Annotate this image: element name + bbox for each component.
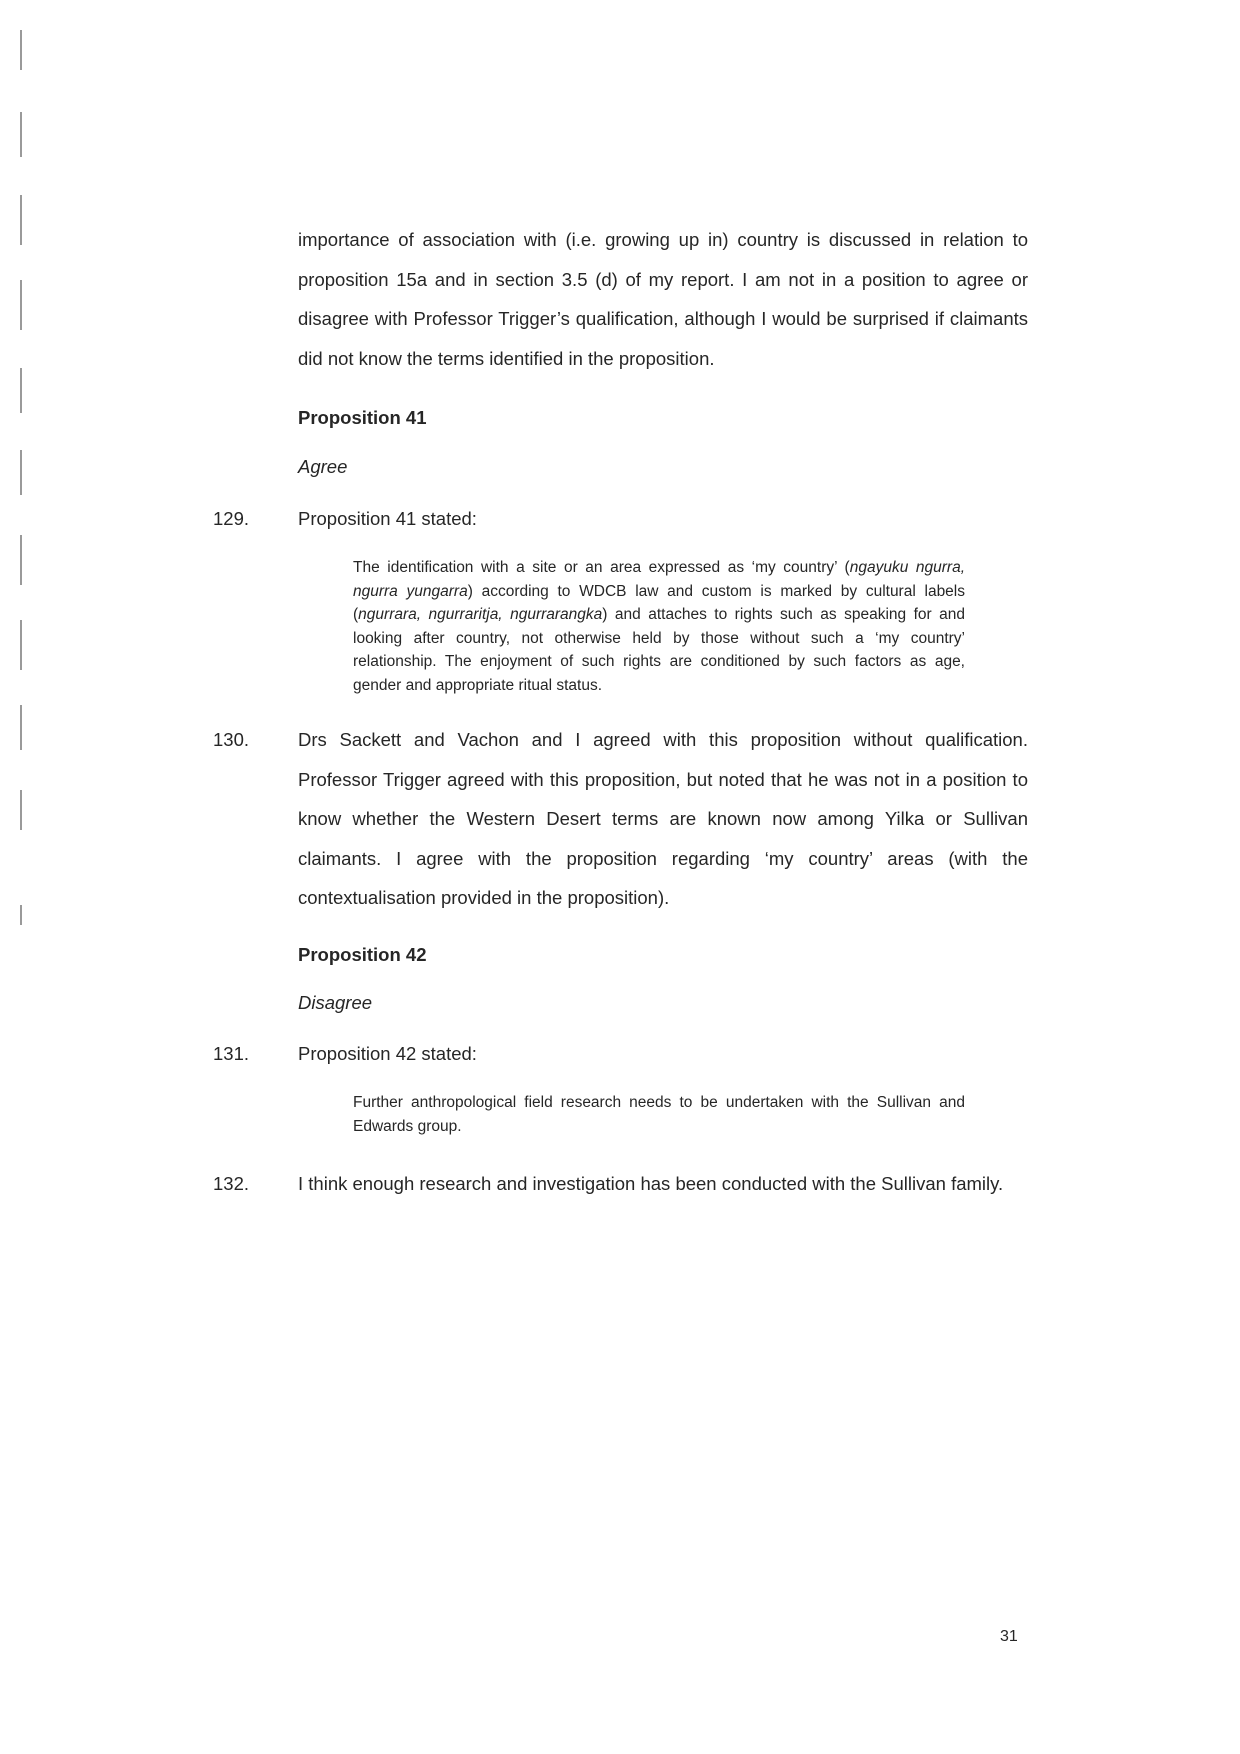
- scan-edge-mark: [20, 280, 22, 330]
- paragraph-number-130: 130.: [213, 729, 250, 750]
- scan-edge-mark: [20, 450, 22, 495]
- scan-edge-mark: [20, 620, 22, 670]
- scan-edge-mark: [20, 705, 22, 750]
- scan-edge-mark: [20, 535, 22, 585]
- quote-italic-term: ngayuku ngurra, ngurra yungarra: [353, 559, 966, 600]
- quote-text: The identification with a site or an area expressed as ‘my country’ (: [353, 559, 850, 576]
- scan-edge-mark: [20, 30, 22, 70]
- paragraph-number-129: 129.: [213, 508, 250, 529]
- paragraph-132: I think enough research and investigation has been conducted with the Sullivan family.: [298, 1173, 1004, 1194]
- continuation-paragraph: importance of association with (i.e. growing up in) country is discussed in relation to proposition 15a and in section 3.5 (d) of my report. I am not in a position to agree or disagree with Professor Trigger’s qualification, although I would be surprised if claimants did not know the terms identified in the proposition.: [298, 229, 1028, 369]
- scan-edge-mark: [20, 368, 22, 413]
- paragraph-129: Proposition 41 stated:: [298, 508, 477, 529]
- proposition-41-heading: Proposition 41: [298, 407, 427, 428]
- quote-italic-term: ngurrara, ngurraritja, ngurrarangka: [358, 606, 603, 624]
- proposition-41-position: Agree: [298, 456, 348, 477]
- scan-edge-mark: [20, 112, 22, 157]
- quote-text: ) and attaches to rights such as speaking for and looking after country, not otherwise held by those without such a ‘my country’ relationship. The enjoyment of such rights are conditioned by such factors as age, gender and appropriate ritual status.: [353, 606, 965, 694]
- paragraph-130: Drs Sackett and Vachon and I agreed with this proposition without qualification. Professor Trigger agreed with this proposition, but noted that he was not in a position to know whether the Western Desert terms are known now among Yilka or Sullivan claimants. I agree with the proposition regarding ‘my country’ areas (with the contextualisation provided in the proposition).: [298, 729, 1028, 908]
- paragraph-131: Proposition 42 stated:: [298, 1043, 477, 1064]
- scan-edge-mark: [20, 905, 22, 925]
- paragraph-number-131: 131.: [213, 1043, 250, 1064]
- proposition-42-heading: Proposition 42: [298, 944, 427, 965]
- proposition-42-position: Disagree: [298, 992, 373, 1013]
- scan-edge-mark: [20, 195, 22, 245]
- proposition-42-quote: Further anthropological field research needs to be undertaken with the Sullivan and Edwards group.: [353, 1094, 965, 1135]
- quote-text: ) according to WDCB law and custom is marked by cultural labels (: [353, 582, 965, 624]
- scan-edge-mark: [20, 790, 22, 830]
- page-number: 31: [1000, 1628, 1018, 1645]
- proposition-41-quote: [353, 556, 965, 698]
- paragraph-number-132: 132.: [213, 1173, 250, 1194]
